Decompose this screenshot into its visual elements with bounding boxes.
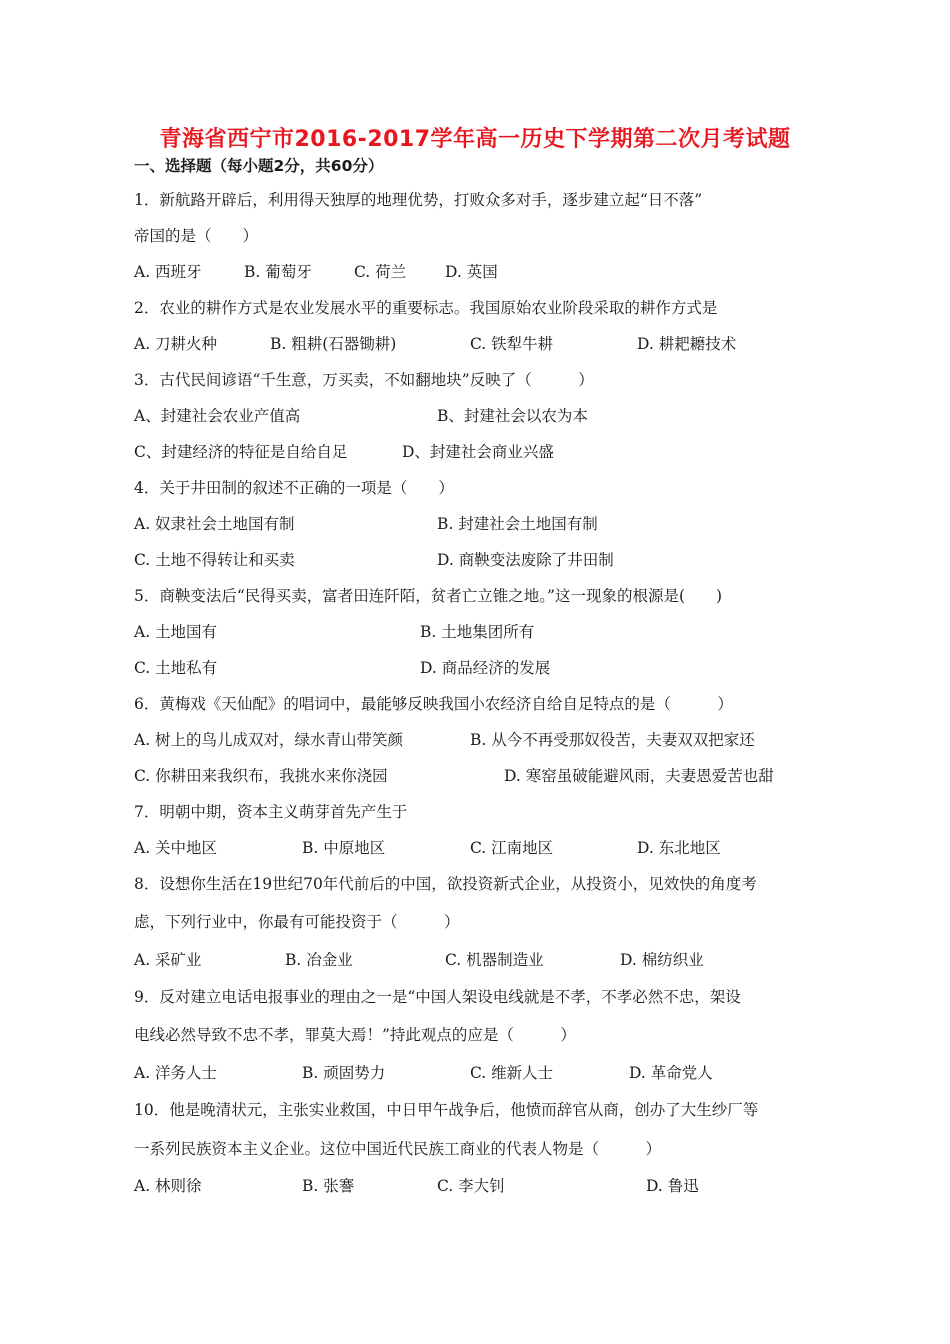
- question-5-option-d: D. 商品经济的发展: [420, 659, 551, 677]
- question-2-option-d: D. 耕耙耱技术: [637, 335, 737, 353]
- question-9-option-d: D. 革命党人: [629, 1064, 713, 1082]
- question-8-option-a: A. 采矿业: [134, 951, 202, 969]
- question-7-option-a: A. 关中地区: [134, 839, 218, 857]
- question-2-line-1: 2．农业的耕作方式是农业发展水平的重要标志。我国原始农业阶段采取的耕作方式是: [134, 299, 718, 317]
- question-2-option-a: A. 刀耕火种: [134, 335, 218, 353]
- question-5-line-1: 5．商鞅变法后“民得买卖，富者田连阡陌，贫者亡立锥之地。”这一现象的根源是( ): [134, 587, 723, 605]
- question-4-line-1: 4．关于井田制的叙述不正确的一项是（ ）: [134, 479, 454, 497]
- question-1-option-b: B. 葡萄牙: [244, 263, 312, 281]
- question-8-line-1: 8．设想你生活在19世纪70年代前后的中国，欲投资新式企业，从投资小，见效快的角度考: [134, 875, 757, 893]
- question-1-option-c: C. 荷兰: [354, 263, 407, 281]
- question-1-option-d: D. 英国: [445, 263, 498, 281]
- question-6-option-c: C. 你耕田来我织布，我挑水来你浇园: [134, 767, 388, 785]
- question-6-option-b: B. 从今不再受那奴役苦，夫妻双双把家还: [470, 731, 755, 749]
- question-9-line-2: 电线必然导致不忠不孝，罪莫大焉！”持此观点的应是（ ）: [134, 1026, 576, 1044]
- question-10-line-2: 一系列民族资本主义企业。这位中国近代民族工商业的代表人物是（ ）: [134, 1140, 662, 1158]
- question-1-line-2: 帝国的是（ ）: [134, 227, 259, 245]
- question-3-option-a: A、封建社会农业产值高: [134, 407, 301, 425]
- question-9-option-b: B. 顽固势力: [302, 1064, 386, 1082]
- question-2-option-b: B. 粗耕(石器锄耕): [270, 335, 397, 353]
- question-8-line-2: 虑，下列行业中，你最有可能投资于（ ）: [134, 913, 460, 931]
- question-9-option-c: C. 维新人士: [470, 1064, 554, 1082]
- question-6-option-a: A. 树上的鸟儿成双对，绿水青山带笑颜: [134, 731, 404, 749]
- question-3-option-c: C、封建经济的特征是自给自足: [134, 443, 348, 461]
- question-10-option-d: D. 鲁迅: [646, 1177, 699, 1195]
- question-3-option-d: D、封建社会商业兴盛: [402, 443, 554, 461]
- question-1-line-1: 1．新航路开辟后，利用得天独厚的地理优势，打败众多对手，逐步建立起“日不落”: [134, 191, 703, 209]
- question-4-option-c: C. 土地不得转让和买卖: [134, 551, 295, 569]
- question-1-option-a: A. 西班牙: [134, 263, 202, 281]
- question-4-option-a: A. 奴隶社会土地国有制: [134, 515, 295, 533]
- question-10-option-b: B. 张謇: [302, 1177, 355, 1195]
- question-7-option-d: D. 东北地区: [637, 839, 721, 857]
- question-4-option-b: B. 封建社会土地国有制: [437, 515, 598, 533]
- question-6-option-d: D. 寒窑虽破能避风雨，夫妻恩爱苦也甜: [504, 767, 774, 785]
- question-5-option-c: C. 土地私有: [134, 659, 218, 677]
- question-7-option-b: B. 中原地区: [302, 839, 386, 857]
- question-10-line-1: 10．他是晚清状元，主张实业救国，中日甲午战争后，他愤而辞官从商，创办了大生纱厂等: [134, 1101, 759, 1119]
- question-7-line-1: 7．明朝中期，资本主义萌芽首先产生于: [134, 803, 408, 821]
- question-10-option-a: A. 林则徐: [134, 1177, 202, 1195]
- question-3-line-1: 3．古代民间谚语“千生意，万买卖，不如翻地块”反映了（ ）: [134, 371, 594, 389]
- question-9-line-1: 9．反对建立电话电报事业的理由之一是“中国人架设电线就是不孝，不孝必然不忠，架设: [134, 988, 741, 1006]
- question-8-option-c: C. 机器制造业: [445, 951, 544, 969]
- question-8-option-d: D. 棉纺织业: [620, 951, 704, 969]
- question-5-option-a: A. 土地国有: [134, 623, 218, 641]
- question-7-option-c: C. 江南地区: [470, 839, 554, 857]
- question-2-option-c: C. 铁犁牛耕: [470, 335, 554, 353]
- question-5-option-b: B. 土地集团所有: [420, 623, 535, 641]
- question-9-option-a: A. 洋务人士: [134, 1064, 218, 1082]
- question-6-line-1: 6．黄梅戏《天仙配》的唱词中，最能够反映我国小农经济自给自足特点的是（ ）: [134, 695, 733, 713]
- exam-title: 青海省西宁市2016-2017学年高一历史下学期第二次月考试题: [159, 127, 791, 152]
- question-3-option-b: B、封建社会以农为本: [437, 407, 588, 425]
- question-4-option-d: D. 商鞅变法废除了井田制: [437, 551, 614, 569]
- question-10-option-c: C. 李大钊: [437, 1177, 505, 1195]
- section-heading: 一、选择题（每小题2分，共60分）: [134, 157, 384, 175]
- question-8-option-b: B. 冶金业: [285, 951, 353, 969]
